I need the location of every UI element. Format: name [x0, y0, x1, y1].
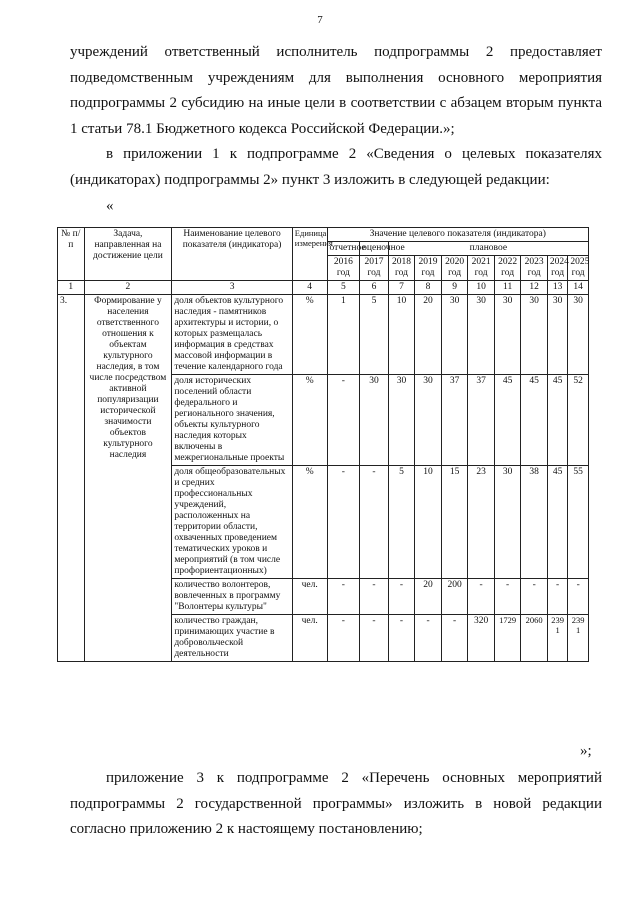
column-number: 8	[415, 281, 442, 295]
value-cell: -	[327, 375, 360, 466]
column-number: 4	[292, 281, 327, 295]
column-number: 5	[327, 281, 360, 295]
indicator-name: количество граждан, принимающих участие в добровольческой деятельности	[172, 615, 292, 662]
indicator-name: доля общеобразовательных и средних профессиональных учреждений, расположенных на территории области, охваченных проведением тематических уроков и мероприятий (в том числе профориентационных)	[172, 466, 292, 579]
header-estimate: оценочное	[360, 242, 389, 256]
column-number: 9	[441, 281, 468, 295]
value-cell: 30	[568, 295, 589, 375]
year-cell: 2019 год	[415, 256, 442, 281]
value-cell: 45	[521, 375, 548, 466]
value-cell: -	[547, 579, 567, 615]
value-cell: 30	[547, 295, 567, 375]
value-cell: 30	[415, 375, 442, 466]
value-cell: 52	[568, 375, 589, 466]
value-cell: 37	[441, 375, 468, 466]
page-number: 7	[317, 14, 323, 26]
column-number: 3	[172, 281, 292, 295]
value-cell: -	[568, 579, 589, 615]
value-cell: -	[388, 615, 415, 662]
value-cell: 2391	[547, 615, 567, 662]
value-cell: -	[327, 466, 360, 579]
value-cell: 30	[388, 375, 415, 466]
header-report: отчетное	[327, 242, 360, 256]
year-cell: 2018 год	[388, 256, 415, 281]
value-cell: 30	[441, 295, 468, 375]
value-cell: 30	[360, 375, 389, 466]
value-cell: 15	[441, 466, 468, 579]
column-number: 13	[547, 281, 567, 295]
value-cell: 2391	[568, 615, 589, 662]
year-cell: 2017 год	[360, 256, 389, 281]
column-number: 7	[388, 281, 415, 295]
value-cell: 30	[468, 295, 495, 375]
value-cell: 55	[568, 466, 589, 579]
value-cell: 320	[468, 615, 495, 662]
indicator-name: количество волонтеров, вовлеченных в программу "Волонтеры культуры"	[172, 579, 292, 615]
header-values: Значение целевого показателя (индикатора)	[327, 228, 589, 242]
indicator-name: доля исторических поселений области федерального и регионального значения, объекты культурного наследия которых включены в межрегиональные проекты	[172, 375, 292, 466]
value-cell: 37	[468, 375, 495, 466]
year-cell: 2025 год	[568, 256, 589, 281]
value-cell: -	[327, 579, 360, 615]
value-cell: 5	[360, 295, 389, 375]
header-row-1	[58, 228, 589, 242]
value-cell: 30	[521, 295, 548, 375]
indicator-name: доля объектов культурного наследия - памятников архитектуры и истории, о которых размещалась информация в средствах массовой информации в течение календарного года	[172, 295, 292, 375]
column-number: 1	[58, 281, 85, 295]
year-cell: 2022 год	[494, 256, 521, 281]
value-cell: -	[441, 615, 468, 662]
year-cell: 2023 год	[521, 256, 548, 281]
value-cell: 5	[388, 466, 415, 579]
indicator-unit: %	[292, 295, 327, 375]
value-cell: 1729	[494, 615, 521, 662]
value-cell: -	[327, 615, 360, 662]
value-cell: -	[494, 579, 521, 615]
indicator-unit: %	[292, 375, 327, 466]
value-cell: 10	[388, 295, 415, 375]
value-cell: 1	[327, 295, 360, 375]
column-number: 11	[494, 281, 521, 295]
value-cell: 45	[547, 466, 567, 579]
value-cell: 2060	[521, 615, 548, 662]
value-cell: -	[360, 579, 389, 615]
row-number: 3.	[58, 295, 85, 662]
year-cell: 2016 год	[327, 256, 360, 281]
paragraph-appendix3: приложение 3 к подпрограмме 2 «Перечень основных мероприятий подпрограммы 2 государственной программы» изложить в новой редакции согласно приложению 2 к настоящему постановлению;	[70, 770, 602, 837]
header-indicator-name: Наименование целевого показателя (индикатора)	[172, 228, 292, 281]
year-cell: 2020 год	[441, 256, 468, 281]
value-cell: 45	[494, 375, 521, 466]
task-cell: Формирование у населения ответственного отношения к объектам культурного наследия, в том числе посредством активной популяризации исторической значимости объектов культурного наследия	[84, 295, 172, 662]
column-number: 14	[568, 281, 589, 295]
year-cell: 2021 год	[468, 256, 495, 281]
year-cell: 2024 год	[547, 256, 567, 281]
indicator-unit: чел.	[292, 615, 327, 662]
value-cell: 23	[468, 466, 495, 579]
value-cell: 10	[415, 466, 442, 579]
column-number: 12	[521, 281, 548, 295]
value-cell: 30	[494, 295, 521, 375]
column-number: 10	[468, 281, 495, 295]
value-cell: -	[360, 466, 389, 579]
indicators-table	[57, 227, 589, 662]
value-cell: 20	[415, 295, 442, 375]
value-cell: -	[360, 615, 389, 662]
value-cell: -	[388, 579, 415, 615]
column-number: 6	[360, 281, 389, 295]
quote-open: «	[106, 198, 114, 214]
paragraph-appendix1: в приложении 1 к подпрограмме 2 «Сведения о целевых показателях (индикаторах) подпрограммы 2» пункт 3 изложить в следующей редакции:	[70, 146, 602, 188]
indicator-unit: %	[292, 466, 327, 579]
value-cell: -	[468, 579, 495, 615]
value-cell: 200	[441, 579, 468, 615]
value-cell: -	[415, 615, 442, 662]
paragraph-intro: учреждений ответственный исполнитель подпрограммы 2 предоставляет подведомственным учреждениям для выполнения основного мероприятия подпрограммы 2 субсидию на иные цели в соответствии с абзацем вторым пункта 1 статьи 78.1 Бюджетного кодекса Российской Федерации.»;	[70, 44, 602, 137]
quote-close: »;	[580, 743, 592, 759]
value-cell: 38	[521, 466, 548, 579]
header-plan: плановое	[388, 242, 588, 256]
column-number: 2	[84, 281, 172, 295]
column-numbers-row	[58, 281, 589, 295]
value-cell: 30	[494, 466, 521, 579]
value-cell: 45	[547, 375, 567, 466]
table-row	[58, 295, 589, 375]
header-num: № п/п	[58, 228, 85, 281]
indicator-unit: чел.	[292, 579, 327, 615]
header-unit: Единица измерения	[292, 228, 327, 281]
value-cell: 20	[415, 579, 442, 615]
header-task: Задача, направленная на достижение цели	[84, 228, 172, 281]
value-cell: -	[521, 579, 548, 615]
